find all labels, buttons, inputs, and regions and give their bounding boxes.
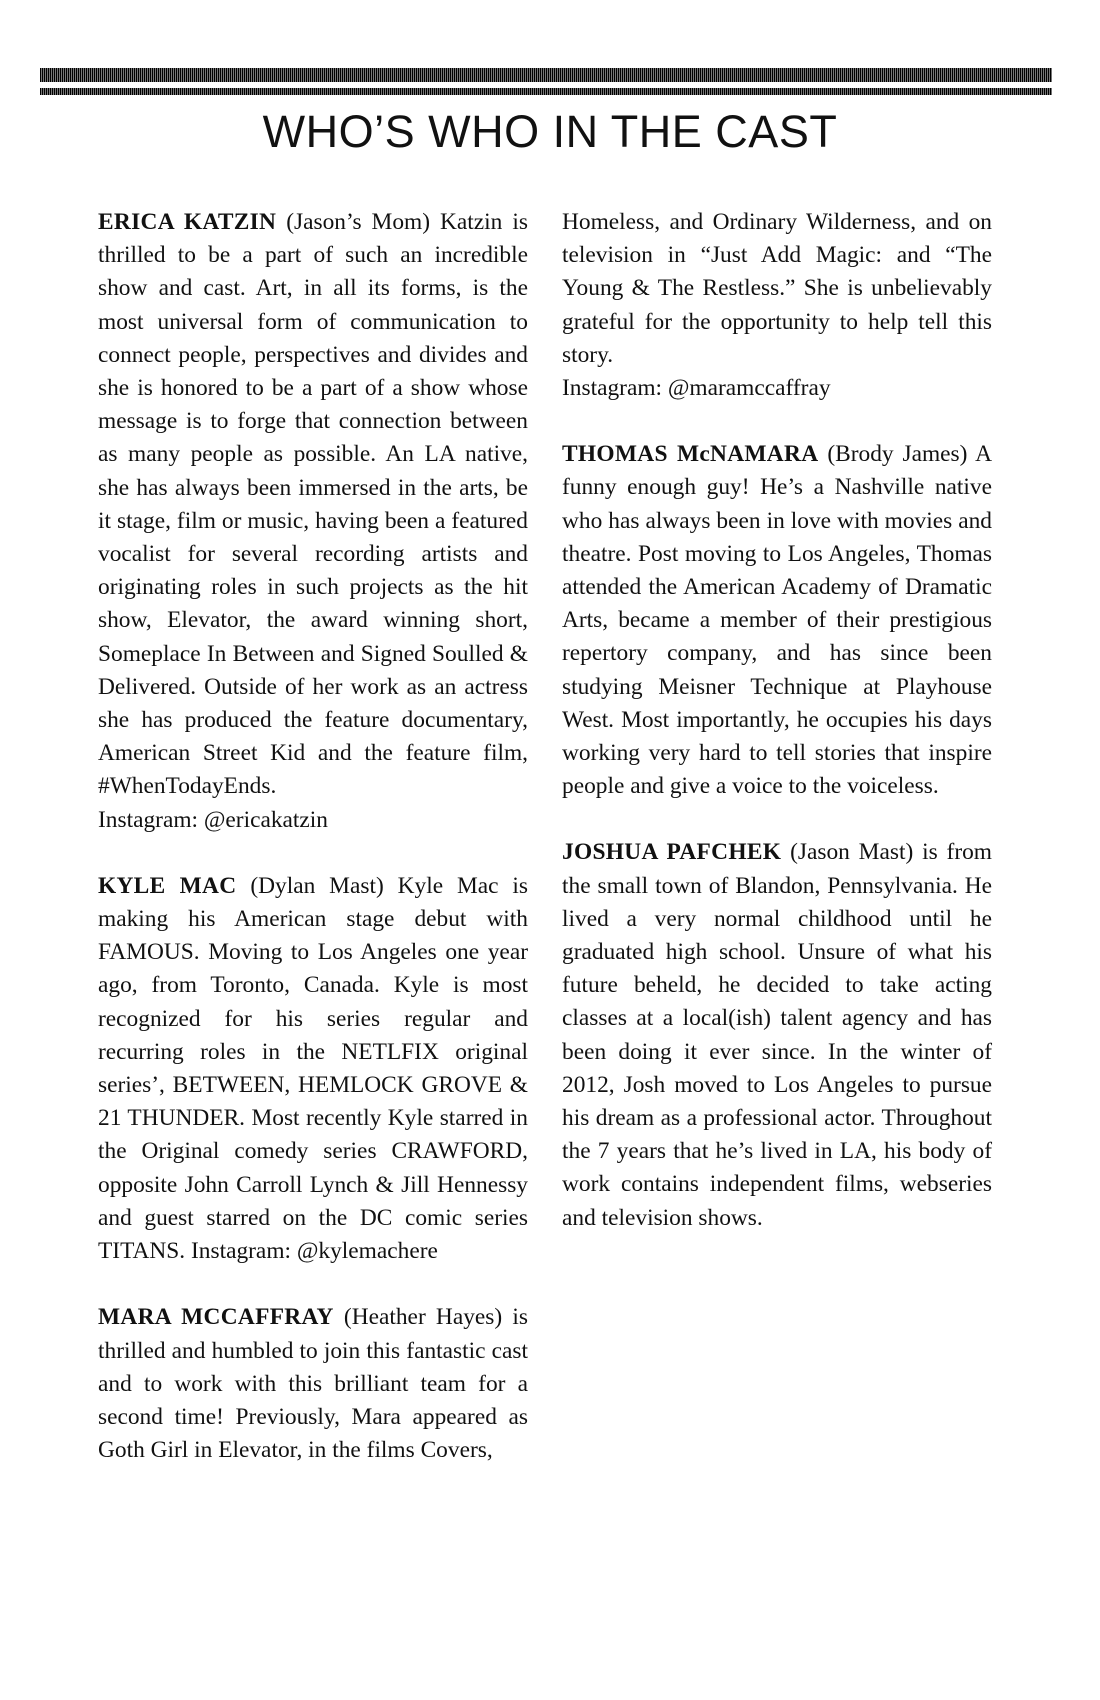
cast-name: KYLE MAC [98, 872, 237, 899]
bio-joshua-pafchek [562, 836, 992, 1234]
cast-role: (Brody James) [827, 441, 968, 468]
right-column [562, 206, 992, 1268]
bio-text: Katzin is thrilled to be a part of such an incredible show and cast. Art, in all its forms, is the most universal form of communication to connect people, perspectives and divides and she is honored to be a part of a show whose message is to forge that connection between as many people as possible. An LA native, she has always been immersed in the arts, be it stage, film or music, having been a featured vocalist for several recording artists and originating roles in such projects as the hit show, Elevator, the award winning short, Someplace In Between and Signed Soulled & Delivered. Outside of her work as an actress she has produced the feature documentary, American Street Kid and the feature film, #WhenTodayEnds. [98, 209, 528, 800]
bio-mara-mccaffray [98, 1301, 528, 1467]
bio-erica-katzin [98, 206, 528, 837]
bio-thomas-mcnamara [562, 438, 992, 803]
bio-kyle-mac [98, 870, 528, 1268]
instagram-handle: Instagram: @ericakatzin [98, 806, 329, 833]
bio-text: Homeless, and Ordinary Wilderness, and on television in “Just Add Magic: and “The Young & The Restless.” She is unbelievably grateful for the opportunity to help tell this story. [562, 209, 992, 368]
cast-role: (Jason’s Mom) [286, 209, 431, 235]
cast-role: (Dylan Mast) [250, 872, 384, 899]
bio-mara-mccaffray-continued [562, 206, 992, 405]
header-rule-bottom [40, 88, 1052, 95]
left-column [98, 206, 528, 1500]
page-title: WHO’S WHO IN THE CAST [262, 106, 838, 157]
bio-text: A funny enough guy! He’s a Nashville native who has always been in love with movies and theatre. Post moving to Los Angeles, Thomas attended the American Academy of Dramatic Arts, became a member of their prestigious repertory company, and has since been studying Meisner Technique at Playhouse West. Most importantly, he occupies his days working very hard to tell stories that inspire people and give a voice to the voiceless. [562, 441, 992, 800]
cast-name: THOMAS McNAMARA [562, 441, 819, 468]
header-rule-top [40, 68, 1052, 82]
cast-name: MARA MCCAFFRAY [98, 1304, 334, 1331]
cast-role: (Jason Mast) [790, 839, 914, 866]
bio-text: is thrilled and humbled to join this fantastic cast and to work with this brilliant team for a second time! Previously, Mara appeared as Goth Girl in Elevator, in the films Covers, [98, 1304, 528, 1464]
cast-name: JOSHUA PAFCHEK [562, 839, 782, 866]
bio-text: is from the small town of Blandon, Pennsylvania. He lived a very normal childhood until he graduated high school. Unsure of what his future beheld, he decided to take acting classes at a local(ish) talent agency and has been doing it ever since. In the winter of 2012, Josh moved to Los Angeles to pursue his dream as a professional actor. Throughout the 7 years that he’s lived in LA, his body of work contains independent films, webseries and television shows. [562, 839, 992, 1231]
cast-role: (Heather Hayes) [343, 1304, 503, 1331]
cast-name: ERICA KATZIN [98, 209, 277, 235]
instagram-handle: Instagram: @maramccaffray [562, 375, 831, 402]
bio-text: Kyle Mac is making his American stage debut with FAMOUS. Moving to Los Angeles one year ago, from Toronto, Canada. Kyle is most recognized for his series regular and recurring roles in the NETLFIX original series’, BETWEEN, HEMLOCK GROVE & 21 THUNDER. Most recently Kyle starred in the Original comedy series CRAWFORD, opposite John Carroll Lynch & Jill Hennessy and guest starred on the DC comic series TITANS. Instagram: @kylemachere [98, 872, 529, 1265]
